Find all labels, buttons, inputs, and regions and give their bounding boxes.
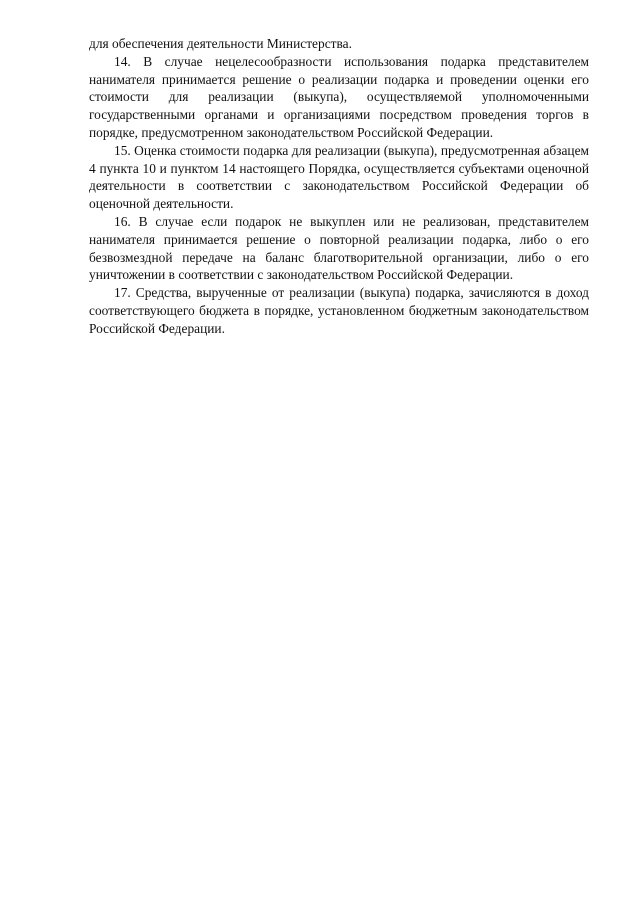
paragraph-continuation: для обеспечения деятельности Министерства. (89, 36, 352, 51)
document-body (89, 35, 589, 338)
paragraph-17: 17. Средства, вырученные от реализации (выкупа) подарка, зачисляются в доход соответствующего бюджета в порядке, установленном бюджетным законодательством Российской Федерации. (89, 285, 589, 336)
paragraph-16: 16. В случае если подарок не выкуплен или не реализован, представителем нанимателя принимается решение о повторной реализации подарка, либо о его безвозмездной передаче на баланс благотворительной организации, либо о его уничтожении в соответствии с законодательством Российской Федерации. (89, 213, 589, 283)
paragraph-15: 15. Оценка стоимости подарка для реализации (выкупа), предусмотренная абзацем 4 пункта 10 и пунктом 14 настоящего Порядка, осуществляется субъектами оценочной деятельности в соответствии с законодательством Российской Федерации об оценочной деятельности. (89, 142, 589, 212)
paragraph-14: 14. В случае нецелесообразности использования подарка представителем нанимателя принимается решение о реализации подарка и проведении оценки его стоимости для реализации (выкупа), осуществляемой уполномоченными государственными органами и организациями посредством проведения торгов в порядке, предусмотренном законодательством Российской Федерации. (89, 53, 589, 140)
